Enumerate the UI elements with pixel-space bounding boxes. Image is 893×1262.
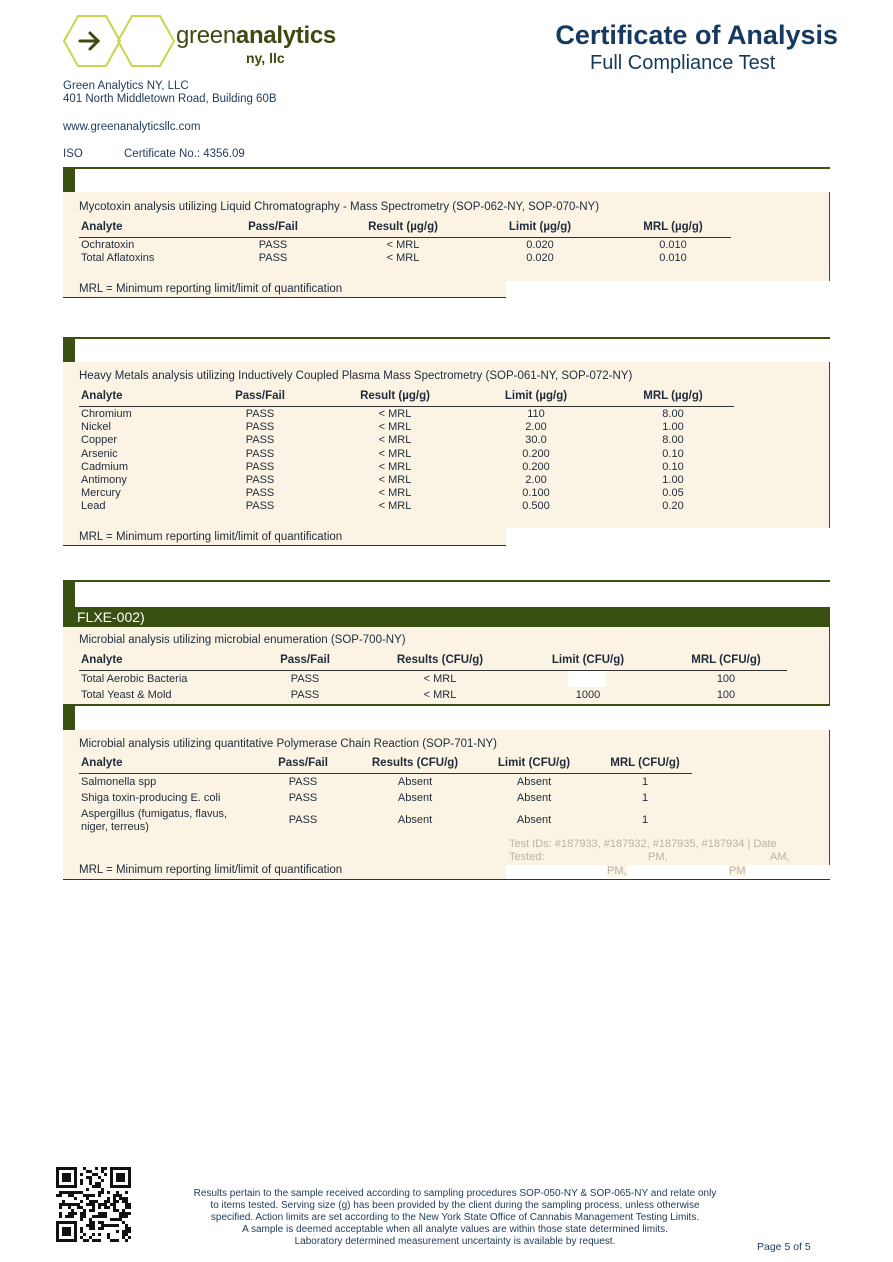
- mrl-value: 1: [641, 792, 649, 804]
- footer-line: Laboratory determined measurement uncertainty is available by request.: [294, 1236, 616, 1247]
- pass-fail-value: PASS: [258, 239, 288, 251]
- result-value: < MRL: [378, 447, 412, 460]
- pass-fail-value: PASS: [290, 689, 320, 701]
- redaction-strip: [506, 865, 830, 879]
- company-address: 401 North Middletown Road, Building 60B: [63, 93, 277, 105]
- limit-value: Absent: [516, 792, 552, 804]
- analyte-name: Total Aflatoxins: [81, 252, 155, 264]
- col-pass-fail: Pass/Fail: [278, 757, 328, 769]
- result-value: Absent: [397, 776, 433, 788]
- redaction-block: [568, 671, 606, 687]
- limit-value: 110: [527, 408, 545, 420]
- col-mrl: MRL (µg/g): [643, 390, 703, 402]
- pass-fail-value: PASS: [245, 474, 275, 486]
- pass-fail-value: PASS: [245, 447, 275, 460]
- limit-value: 2.00: [525, 421, 547, 434]
- analyte-name: Nickel: [81, 421, 111, 434]
- limit-value: 30.0: [525, 434, 547, 447]
- analyte-name: Aspergillus (fumigatus, flavus,: [81, 808, 228, 820]
- test-time: PM,: [648, 851, 668, 863]
- section-marker: [63, 337, 75, 362]
- analyte-name: Copper: [81, 434, 118, 447]
- result-value: < MRL: [378, 487, 412, 500]
- mrl-value: 100: [716, 673, 736, 685]
- test-ids: Test IDs: #187933, #187932, #187935, #187934 | Date Tested:: [509, 838, 777, 863]
- col-results: Results (CFU/g): [396, 654, 484, 666]
- section-marker: [63, 167, 75, 192]
- iso-certificate: Certificate No.: 4356.09: [124, 148, 245, 160]
- mycotoxin-title: Mycotoxin analysis utilizing Liquid Chromatography - Mass Spectrometry (SOP-062-NY, SOP-070-NY): [79, 201, 600, 213]
- pass-fail-value: PASS: [258, 252, 288, 264]
- page-subtitle: Full Compliance Test: [590, 52, 776, 74]
- heavy-metals-title: Heavy Metals analysis utilizing Inductively Coupled Plasma Mass Spectrometry (SOP-061-NY, SOP-072-NY): [79, 370, 633, 382]
- pass-fail-value: PASS: [290, 673, 320, 685]
- page-number: Page 5 of 5: [757, 1241, 811, 1253]
- company-website[interactable]: www.greenanalyticsllc.com: [63, 121, 201, 133]
- col-mrl: MRL (CFU/g): [610, 757, 680, 769]
- pass-fail-value: PASS: [288, 776, 318, 788]
- result-value: Absent: [397, 792, 433, 804]
- limit-value: 0.100: [522, 487, 550, 500]
- analyte-name: Cadmium: [81, 460, 129, 473]
- footer-line: A sample is deemed acceptable when all analyte values are within those state determined limits.: [242, 1224, 668, 1235]
- analyte-name: Lead: [81, 500, 106, 513]
- limit-value: 0.020: [526, 252, 554, 264]
- pass-fail-value: PASS: [245, 434, 275, 447]
- footer-line: to items tested. Serving size (g) has been provided by the client during the sampling process, unless otherwise: [210, 1200, 700, 1211]
- limit-value: 0.020: [526, 239, 554, 251]
- col-analyte: Analyte: [81, 757, 123, 769]
- col-mrl: MRL (CFU/g): [691, 654, 761, 666]
- result-value: < MRL: [378, 434, 412, 447]
- mrl-value: 1.00: [662, 421, 684, 434]
- result-value: < MRL: [378, 408, 412, 420]
- pass-fail-value: PASS: [245, 487, 275, 500]
- analyte-name: Arsenic: [81, 447, 118, 460]
- result-value: < MRL: [423, 689, 457, 701]
- result-value: < MRL: [378, 500, 412, 513]
- mrl-value: 0.010: [659, 239, 687, 251]
- section-bottom-rule: [63, 879, 830, 880]
- iso-label: ISO: [63, 148, 83, 160]
- result-value: < MRL: [378, 421, 412, 434]
- microbial-pcr-title: Microbial analysis utilizing quantitative Polymerase Chain Reaction (SOP-701-NY): [79, 738, 498, 750]
- pass-fail-value: PASS: [245, 500, 275, 513]
- col-limit: Limit (µg/g): [504, 390, 568, 402]
- pass-fail-value: PASS: [245, 421, 275, 434]
- section-top-rule: [63, 167, 830, 169]
- pass-fail-value: PASS: [245, 408, 275, 420]
- logo-wordmark: greenanalytics: [176, 22, 336, 49]
- mrl-value: 0.20: [662, 500, 684, 513]
- limit-value: 0.500: [522, 500, 550, 513]
- mrl-value: 1: [641, 776, 649, 788]
- col-pass-fail: Pass/Fail: [280, 654, 330, 666]
- result-value: Absent: [397, 814, 433, 826]
- footer-line: specified. Action limits are set according to the New York State Office of Cannabis Management Testing Limits.: [210, 1212, 700, 1223]
- result-value: < MRL: [378, 460, 412, 473]
- mrl-note: MRL = Minimum reporting limit/limit of quantification: [79, 531, 343, 543]
- limit-value: Absent: [516, 776, 552, 788]
- page-title: Certificate of Analysis: [555, 20, 838, 50]
- analyte-name: Salmonella spp: [81, 776, 157, 788]
- result-value: < MRL: [378, 474, 412, 486]
- col-analyte: Analyte: [81, 390, 123, 402]
- logo-subtext: ny, llc: [246, 50, 285, 66]
- section-marker: [63, 580, 75, 607]
- pass-fail-value: PASS: [245, 460, 275, 473]
- col-pass-fail: Pass/Fail: [235, 390, 285, 402]
- col-result: Result (µg/g): [368, 221, 438, 233]
- section-top-rule: [63, 580, 830, 582]
- mrl-value: 100: [716, 689, 736, 701]
- analyte-name-cont: niger, terreus): [81, 821, 149, 833]
- header-rule: [79, 237, 731, 238]
- col-analyte: Analyte: [81, 221, 123, 233]
- microbial-enum-title: Microbial analysis utilizing microbial enumeration (SOP-700-NY): [79, 634, 406, 646]
- arrow-icon: [80, 33, 98, 49]
- footer-disclaimer: [170, 1188, 740, 1248]
- qr-code-icon[interactable]: [56, 1167, 131, 1242]
- col-limit: Limit (CFU/g): [497, 757, 571, 769]
- company-name: Green Analytics NY, LLC: [63, 80, 189, 92]
- section-bottom-rule: [63, 545, 506, 546]
- pass-fail-value: PASS: [288, 792, 318, 804]
- col-limit: Limit (CFU/g): [551, 654, 625, 666]
- limit-value: 2.00: [525, 474, 547, 486]
- analyte-name: Total Aerobic Bacteria: [81, 673, 188, 685]
- test-time: PM,: [607, 865, 627, 877]
- header-rule: [79, 670, 787, 671]
- col-pass-fail: Pass/Fail: [248, 221, 298, 233]
- section-band: FLXE-002): [63, 607, 830, 627]
- mrl-value: 8.00: [662, 434, 684, 447]
- col-limit: Limit (µg/g): [508, 221, 572, 233]
- footer-line: Results pertain to the sample received according to sampling procedures SOP-050-NY & SOP-065-NY and relate only: [193, 1188, 717, 1199]
- section-top-rule: [63, 337, 830, 339]
- limit-value: 0.200: [522, 460, 550, 473]
- col-result: Result (µg/g): [360, 390, 430, 402]
- limit-value: Absent: [516, 814, 552, 826]
- result-value: < MRL: [423, 673, 457, 685]
- mrl-value: 8.00: [662, 408, 684, 420]
- test-time: PM: [729, 865, 746, 877]
- analyte-name: Antimony: [81, 474, 127, 486]
- mrl-note: MRL = Minimum reporting limit/limit of quantification: [79, 864, 343, 876]
- analyte-name: Total Yeast & Mold: [81, 689, 172, 701]
- header-rule: [79, 406, 734, 407]
- analyte-name: Ochratoxin: [81, 239, 135, 251]
- mrl-value: 0.05: [662, 487, 684, 500]
- analyte-name: Shiga toxin-producing E. coli: [81, 792, 221, 804]
- analyte-name: Mercury: [81, 487, 121, 500]
- mrl-value: 0.10: [662, 447, 684, 460]
- test-time: AM,: [770, 851, 790, 863]
- col-results: Results (CFU/g): [371, 757, 459, 769]
- result-value: < MRL: [386, 239, 420, 251]
- mrl-value: 0.010: [659, 252, 687, 264]
- result-value: < MRL: [386, 252, 420, 264]
- pass-fail-value: PASS: [288, 814, 318, 826]
- analyte-name: Chromium: [81, 408, 132, 420]
- col-mrl: MRL (µg/g): [643, 221, 703, 233]
- mrl-value: 1.00: [662, 474, 684, 486]
- limit-value: 1000: [575, 689, 601, 701]
- header-rule: [79, 773, 692, 774]
- section-top-rule: [63, 704, 830, 706]
- mrl-value: 0.10: [662, 460, 684, 473]
- col-analyte: Analyte: [81, 654, 123, 666]
- section-bottom-rule: [63, 297, 506, 298]
- section-marker: [63, 704, 75, 730]
- mrl-value: 1: [641, 814, 649, 826]
- limit-value: 0.200: [522, 447, 550, 460]
- mrl-note: MRL = Minimum reporting limit/limit of quantification: [79, 283, 343, 295]
